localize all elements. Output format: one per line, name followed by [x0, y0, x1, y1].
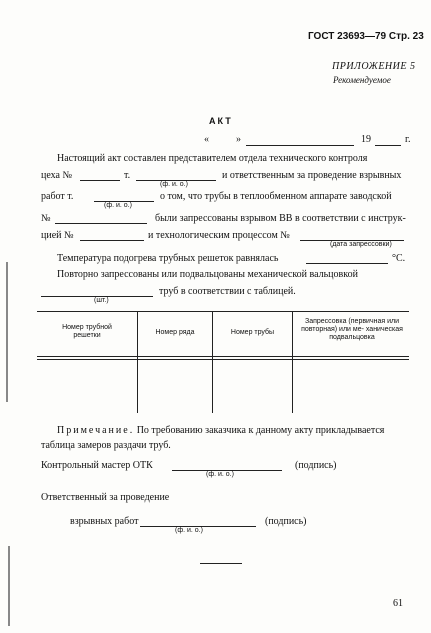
year-line [375, 145, 401, 146]
table-header-plate: Номер трубной решетки [62, 324, 112, 339]
appendix-title: ПРИЛОЖЕНИЕ 5 [332, 61, 416, 72]
date-open-quote: « [204, 134, 209, 145]
fio-caption-4: (ф. и. о.) [175, 527, 203, 534]
year-prefix: 19 [361, 134, 371, 145]
tubes-text: труб в соответствии с таблицей. [159, 286, 296, 297]
instruction-number-line [80, 240, 144, 241]
table-header-row: Номер ряда [155, 329, 195, 336]
gost-reference: ГОСТ 23693—79 Стр. 23 [308, 31, 424, 42]
scan-artifact [8, 546, 10, 626]
act-line-4-b: были запрессованы взрывом ВВ в соответствии с инструк- [155, 213, 406, 224]
temperature-unit: °С. [392, 253, 406, 264]
fio-caption-1: (ф. и. о.) [160, 181, 188, 188]
act-line-4-a: № [41, 213, 51, 224]
appendix-note: Рекомендуемое [333, 75, 391, 85]
page-number: 61 [393, 598, 403, 609]
act-line-2-b: т. [124, 170, 131, 181]
note-text-1: По требованию заказчика к данному акту прикладывается [136, 425, 385, 436]
fio-caption-3: (ф. и. о.) [206, 471, 234, 478]
scan-artifact [6, 262, 8, 402]
act-line-3-a: работ т. [41, 191, 74, 202]
otk-master-label: Контрольный мастер ОТК [41, 460, 153, 471]
signature-caption-2: (подпись) [265, 516, 307, 527]
shop-number-line [80, 180, 120, 181]
table-header-tube: Номер трубы [230, 329, 275, 336]
fio-caption-2: (ф. и. о.) [104, 202, 132, 209]
note-line-2: таблица замеров раздачи труб. [41, 440, 171, 451]
temperature-text: Температура подогрева трубных решеток равнялась [57, 253, 279, 264]
temperature-line [306, 263, 388, 264]
pcs-caption: (шт.) [94, 297, 109, 304]
table-header-method: Запрессовка (первичная или повторная) или ме- ханическая подвальцовка [301, 318, 403, 341]
act-line-2-c: и ответственным за проведение взрывных [222, 170, 402, 181]
factory-number-line [55, 223, 147, 224]
date-line [246, 145, 354, 146]
act-line-5-b: и технологическим процессом № [148, 230, 290, 241]
act-line-5-a: цией № [41, 230, 74, 241]
repress-text: Повторно запрессованы или подвальцованы механической вальцовкой [57, 269, 358, 280]
blast-work-label: взрывных работ [70, 516, 139, 527]
note-label: Примечание. [57, 425, 135, 436]
end-rule [200, 563, 242, 564]
act-title: АКТ [209, 116, 233, 126]
note-line-1 [57, 425, 384, 436]
press-date-caption: (дата запрессовки) [330, 241, 392, 248]
signature-caption-1: (подпись) [295, 460, 337, 471]
act-line-2-a: цеха № [41, 170, 73, 181]
date-close-quote: » [236, 134, 241, 145]
act-line-1: Настоящий акт составлен представителем отдела технического контроля [57, 153, 368, 164]
responsible-label: Ответственный за проведение [41, 492, 170, 503]
act-line-3-b: о том, что трубы в теплообменном аппарате заводской [160, 191, 392, 202]
year-suffix: г. [405, 134, 411, 145]
